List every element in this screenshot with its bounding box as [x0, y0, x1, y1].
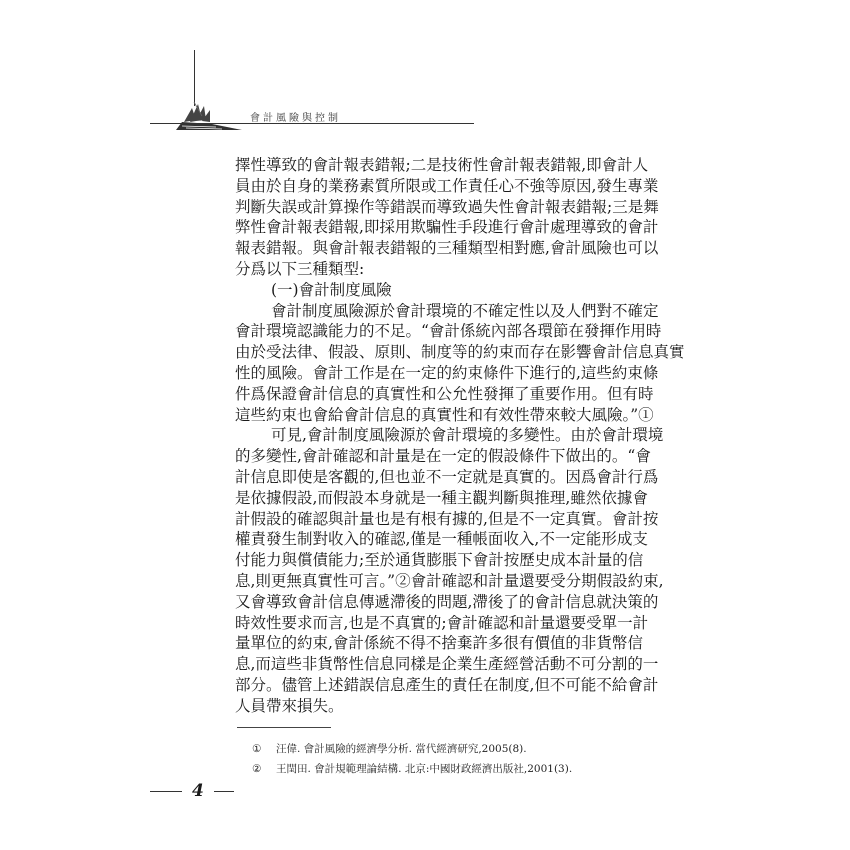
text-line: 性的風險。會計工作是在一定的約束條件下進行的,這些約束條 [235, 363, 659, 382]
text-line: 擇性導致的會計報表錯報;二是技術性會計報表錯報,即會計人 [235, 156, 649, 174]
text-line: 息,而這些非貨幣性信息同樣是企業生產經營活動不可分割的一 [235, 655, 659, 674]
text-line: 權責發生制對收入的確認,僅是一種帳面收入,不一定能形成支 [235, 530, 648, 549]
text-line: 判斷失誤或計算操作等錯誤而導致過失性會計報表錯報;三是舞 [235, 197, 659, 216]
running-header-title: 會計風險與控制 [250, 113, 341, 124]
footnote-2 [252, 761, 572, 776]
footnote-marker: ① [252, 743, 262, 755]
book-ornament-icon [172, 100, 252, 132]
text-line: 計信息即使是客觀的,但也並不一定就是真實的。因爲會計行爲 [235, 467, 659, 486]
text-line: 會計制度風險源於會計環境的不確定性以及人們對不確定 [271, 301, 659, 320]
text-line: 的多變性,會計確認和計量是在一定的假設條件下做出的。“會 [235, 447, 651, 466]
text-line: 這些約束也會給會計信息的真實性和有效性帶來較大風險。”① [235, 405, 654, 424]
body-text [235, 155, 685, 717]
text-line: 弊性會計報表錯報,即採用欺騙性手段進行會計處理導致的會計 [235, 218, 659, 237]
text-line: 由於受法律、假設、原則、制度等的約束而存在影響會計信息真實 [235, 343, 685, 362]
text-line: 量單位的約束,會計係統不得不捨棄許多很有價值的非貨幣信 [235, 634, 643, 653]
text-line: 部分。儘管上述錯誤信息產生的責任在制度,但不可能不給會計 [235, 675, 659, 694]
page-number: 4 [192, 781, 204, 801]
text-line: 可見,會計制度風險源於會計環境的多變性。由於會計環境 [271, 426, 664, 445]
header-vertical-rule [194, 50, 195, 106]
page-number-dash [150, 791, 182, 792]
footnote-marker: ② [252, 763, 262, 775]
footnote-1 [252, 741, 527, 756]
footnote-text: 王閏田. 會計規範理論結構. 北京:中國財政經濟出版社,2001(3). [276, 763, 573, 775]
text-line: 報表錯報。與會計報表錯報的三種類型相對應,會計風險也可以 [235, 239, 659, 258]
text-line: 員由於自身的業務素質所限或工作責任心不強等原因,發生專業 [235, 176, 659, 195]
text-line: 時效性要求而言,也是不真實的;會計確認和計量還要受單一計 [235, 613, 649, 632]
text-line: 又會導致會計信息傳遞滯後的問題,滯後了的會計信息就決策的 [235, 592, 659, 611]
text-line: 分爲以下三種類型: [235, 259, 365, 278]
text-line: 息,則更無真實性可言。”②會計確認和計量還要受分期假設約束, [235, 571, 664, 590]
text-line: 是依據假設,而假設本身就是一種主觀判斷與推理,雖然依據會 [235, 488, 648, 507]
footnote-rule [237, 727, 331, 728]
page-number-dash [214, 791, 234, 792]
text-line: 人員帶來損失。 [235, 696, 344, 715]
section-heading: (一)會計制度風險 [271, 280, 392, 299]
footnote-text: 汪偉. 會計風險的經濟學分析. 當代經濟研究,2005(8). [276, 743, 527, 755]
text-line: 計假設的確認與計量也是有根有據的,但是不一定真實。會計按 [235, 509, 659, 528]
text-line: 會計環境認識能力的不足。“會計係統內部各環節在發揮作用時 [235, 322, 662, 341]
text-line: 件爲保證會計信息的真實性和公允性發揮了重要作用。但有時 [235, 384, 654, 403]
text-line: 付能力與償債能力;至於通貨膨脹下會計按歷史成本計量的信 [235, 551, 644, 570]
page-number-block [150, 781, 234, 801]
